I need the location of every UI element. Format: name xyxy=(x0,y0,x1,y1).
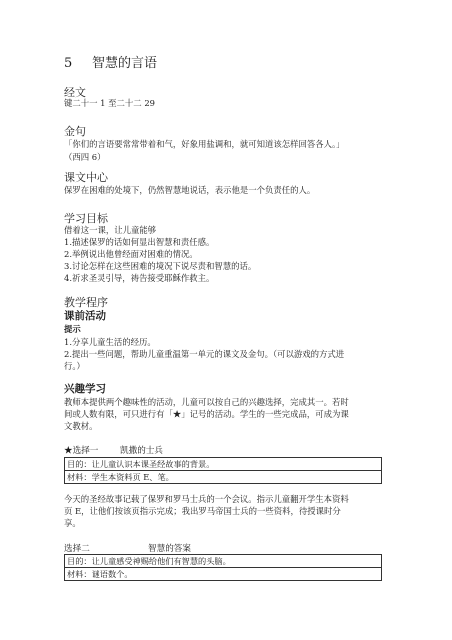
pre-activity-sub: 提示 xyxy=(64,324,81,334)
choice2-name: 智慧的答案 xyxy=(148,544,191,554)
scripture-heading: 经文 xyxy=(64,86,86,99)
choice2-label: 选择二 xyxy=(64,544,90,554)
choice1-purpose: 目的：让儿童认识本课圣经故事的背景。 xyxy=(67,459,215,469)
procedure-heading: 教学程序 xyxy=(64,296,108,309)
choice2-materials: 材料：谜语数个。 xyxy=(65,567,381,580)
choice2-purpose: 目的：让儿童感受神赐给他们有智慧的头脑。 xyxy=(67,556,231,566)
lesson-number: 5 xyxy=(64,56,73,71)
memory-verse-heading: 金句 xyxy=(64,125,86,138)
objectives-heading: 学习目标 xyxy=(64,212,108,225)
interest-line: 教师本提供两个趣味性的活动，儿童可以按自己的兴趣选择，完成其一。若时 xyxy=(64,397,349,407)
objective-item: 4.祈求圣灵引导，祷告接受耶稣作救主。 xyxy=(64,273,215,283)
pre-activity-line: 行。） xyxy=(64,361,85,371)
interest-line: 间或人数有限，可只进行有「★」记号的活动。学生的一些完成品，可成为课 xyxy=(64,409,349,419)
pre-activity-line: 1.分享儿童生活的经历。 xyxy=(64,337,156,347)
choice2-table xyxy=(64,554,382,581)
interest-line: 文教材。 xyxy=(64,421,98,431)
objective-item: 1.描述保罗的话如何显出智慧和责任感。 xyxy=(64,237,215,247)
lesson-title xyxy=(64,52,157,71)
scripture-text: 键二十一 1 至二十二 29 xyxy=(64,98,155,108)
pre-activity-heading: 课前活动 xyxy=(64,310,106,322)
central-theme-text: 保罗在困难的处境下，仍然智慧地说话，表示他是一个负责任的人。 xyxy=(64,185,316,195)
choice1-table xyxy=(64,457,382,484)
lesson-title-text: 智慧的言语 xyxy=(92,56,158,71)
choice1-desc: 页 E，让他们按该页指示完成；我出罗马帝国士兵的一些资料，待授课时分 xyxy=(64,506,341,516)
central-theme-heading: 课文中心 xyxy=(64,171,108,184)
pre-activity-line: 2.提出一些问题，帮助儿童重温第一单元的课文及金句。（可以游戏的方式进 xyxy=(64,349,345,359)
memory-verse-ref: （西四 6） xyxy=(64,152,106,162)
choice1-desc: 享。 xyxy=(64,518,81,528)
choice1-materials: 材料：学生本资料页 E、笔。 xyxy=(65,470,381,483)
choice1-desc: 今天的圣经故事记载了保罗和罗马士兵的一个会议。指示儿童翻开学生本资料 xyxy=(64,494,349,504)
objective-item: 2.举例说出他曾经面对困难的情况。 xyxy=(64,249,198,259)
choice1-label: ★选择一 xyxy=(64,446,99,456)
objective-item: 3.讨论怎样在这些困难的境况下说尽责和智慧的话。 xyxy=(64,261,257,271)
choice1-name: 凯撒的士兵 xyxy=(120,446,163,456)
objectives-intro: 借着这一课，让儿童能够 xyxy=(64,225,157,235)
interest-heading: 兴趣学习 xyxy=(64,383,106,395)
memory-verse-line: 「你们的言语要常常带着和气，好象用盐调和，就可知道该怎样回答各人。」 xyxy=(64,139,345,149)
